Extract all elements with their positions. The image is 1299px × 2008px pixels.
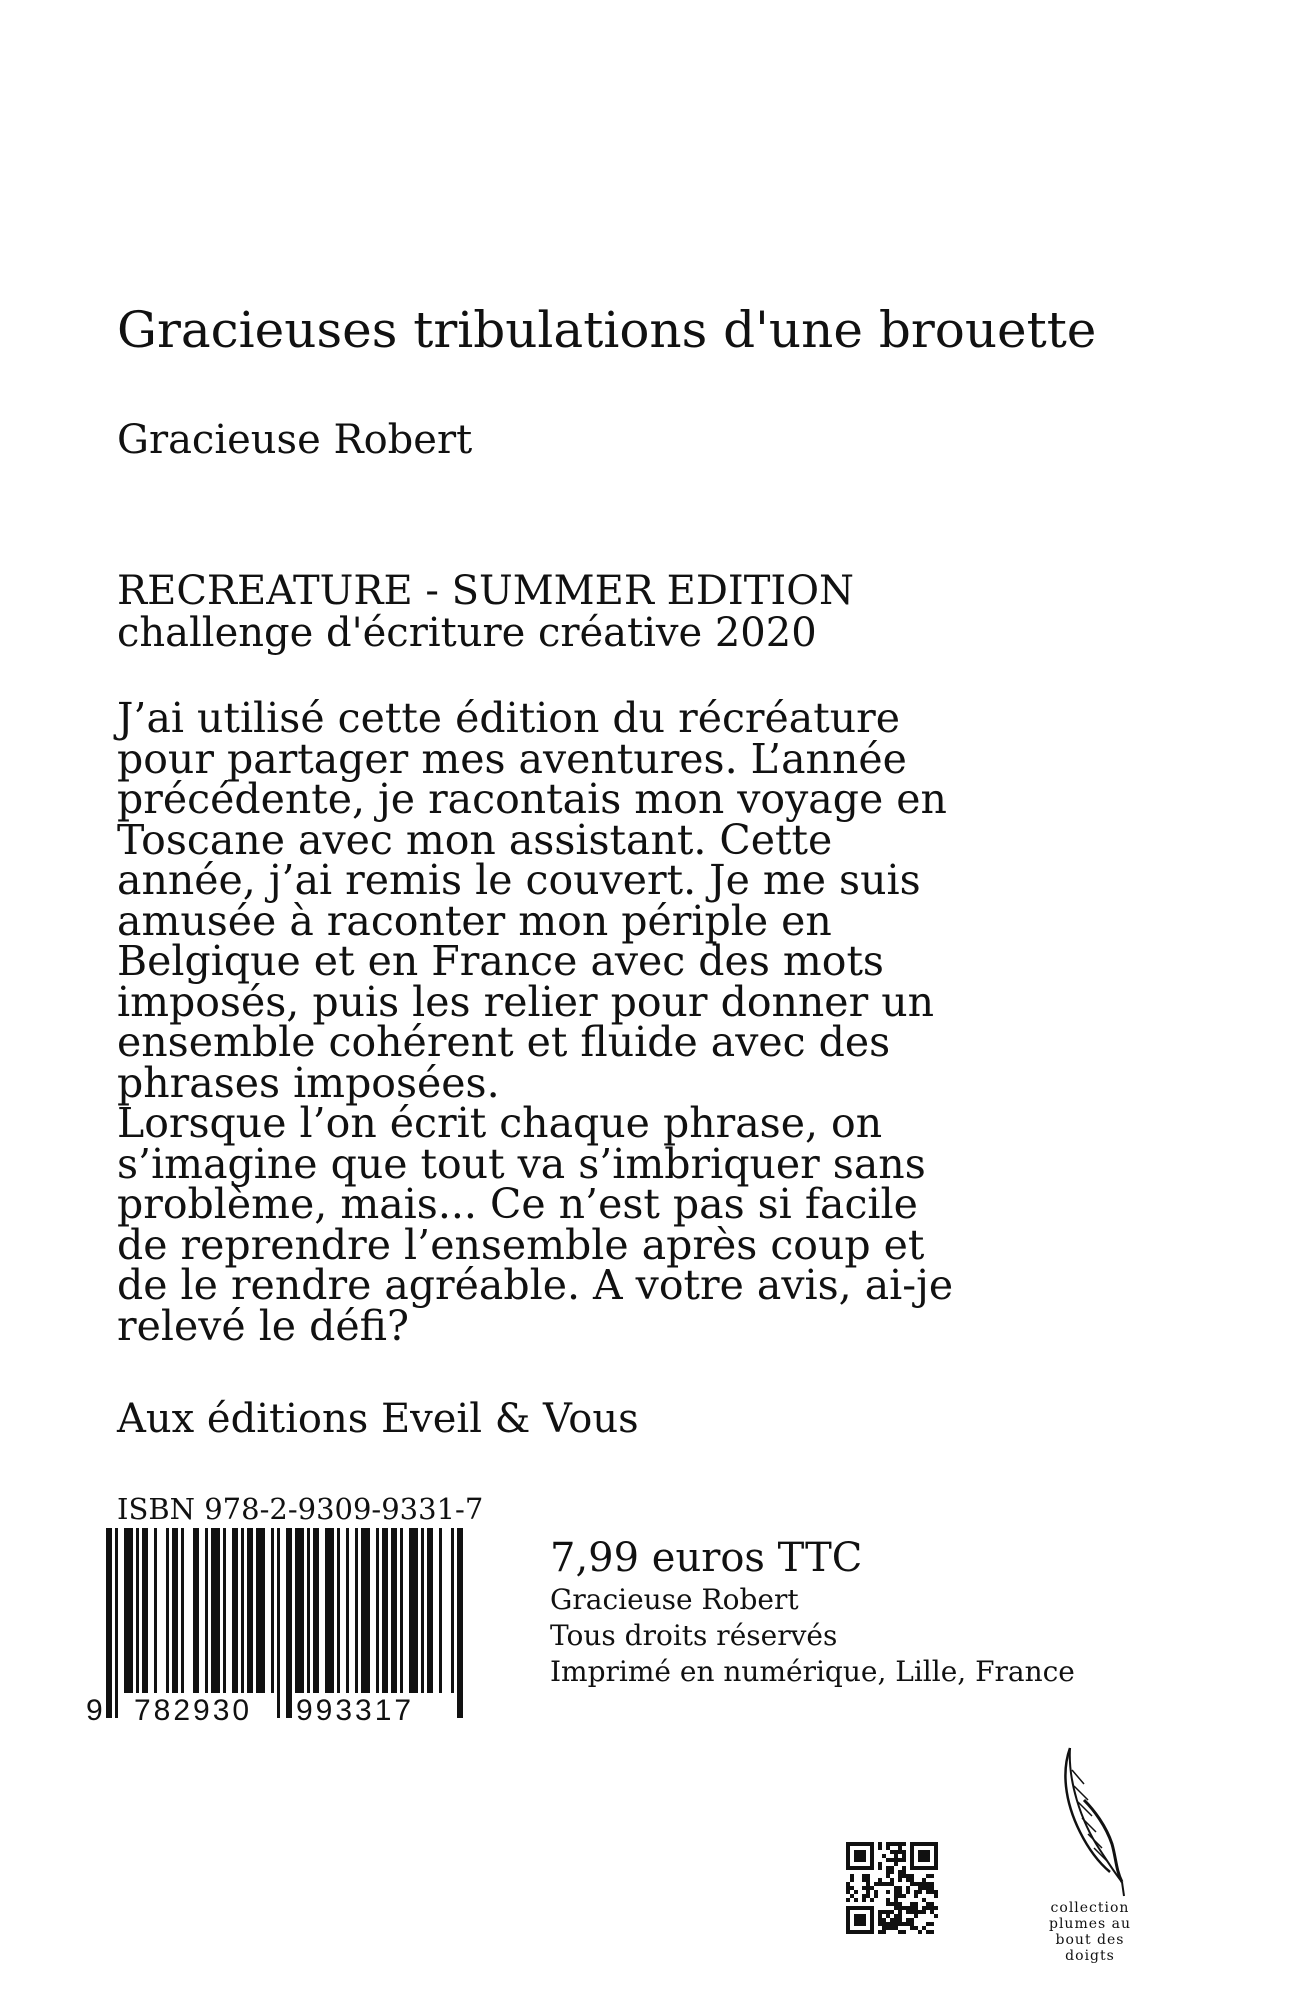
blurb-line: J’ai utilisé cette édition du récréature	[117, 694, 900, 742]
barcode-digits-right: 993317	[296, 1694, 415, 1727]
blurb-line: Toscane avec mon assistant. Cette	[117, 815, 833, 864]
colophon	[550, 1534, 1075, 1690]
edition-subtitle: challenge d'écriture créative 2020	[117, 610, 817, 656]
collection-name	[1035, 1900, 1145, 1964]
blurb-line: s’imagine que tout va s’imbriquer sans	[117, 1139, 926, 1188]
feather-icon	[1050, 1740, 1130, 1900]
colophon-author: Gracieuse Robert	[550, 1583, 799, 1616]
blurb-line: Belgique et en France avec des mots	[117, 937, 884, 985]
blurb-paragraph	[117, 694, 1117, 1350]
barcode-bars	[106, 1528, 463, 1718]
collection-logo	[1035, 1740, 1145, 1980]
blurb-line: imposés, puis les relier pour donner un	[117, 977, 935, 1026]
blurb-line: amusée à raconter mon périple en	[117, 896, 832, 945]
collection-line-1: collection	[1050, 1900, 1130, 1916]
blurb-line: Lorsque l’on écrit chaque phrase, on	[117, 1099, 883, 1147]
blurb-line: de reprendre l’ensemble après coup et	[117, 1220, 925, 1269]
collection-line-4: doigts	[1065, 1948, 1115, 1964]
collection-line-3: bout des	[1055, 1932, 1125, 1948]
barcode-digits-left: 782930	[134, 1694, 253, 1727]
qr-code-icon	[846, 1842, 938, 1934]
blurb-line: ensemble cohérent et fluide avec des	[117, 1018, 891, 1066]
blurb-line: de le rendre agréable. A votre avis, ai-je	[117, 1261, 954, 1309]
price: 7,99 euros TTC	[550, 1535, 863, 1581]
barcode-digit-first: 9	[86, 1694, 103, 1727]
blurb-line: année, j’ai remis le couvert. Je me suis	[117, 856, 921, 904]
blurb-line: pour partager mes aventures. L’année	[117, 734, 907, 783]
edition-info	[117, 570, 854, 654]
blurb-line: relevé le défi?	[117, 1301, 409, 1350]
rights-notice: Tous droits réservés	[550, 1619, 838, 1652]
blurb-line: phrases imposées.	[117, 1058, 500, 1107]
blurb-line: précédente, je racontais mon voyage en	[117, 775, 947, 823]
book-title: Gracieuses tribulations d'une brouette	[117, 301, 1097, 359]
isbn-label: ISBN 978-2-9309-9331-7	[117, 1492, 484, 1526]
isbn-barcode	[86, 1528, 476, 1728]
back-cover-blurb	[117, 694, 1117, 1350]
book-author: Gracieuse Robert	[117, 417, 473, 463]
print-location: Imprimé en numérique, Lille, France	[550, 1655, 1075, 1688]
publisher-line: Aux éditions Eveil & Vous	[117, 1396, 639, 1442]
edition-name: RECREATURE - SUMMER EDITION	[117, 568, 854, 614]
collection-line-2: plumes au	[1048, 1916, 1131, 1932]
blurb-line: problème, mais... Ce n’est pas si facile	[117, 1180, 918, 1228]
